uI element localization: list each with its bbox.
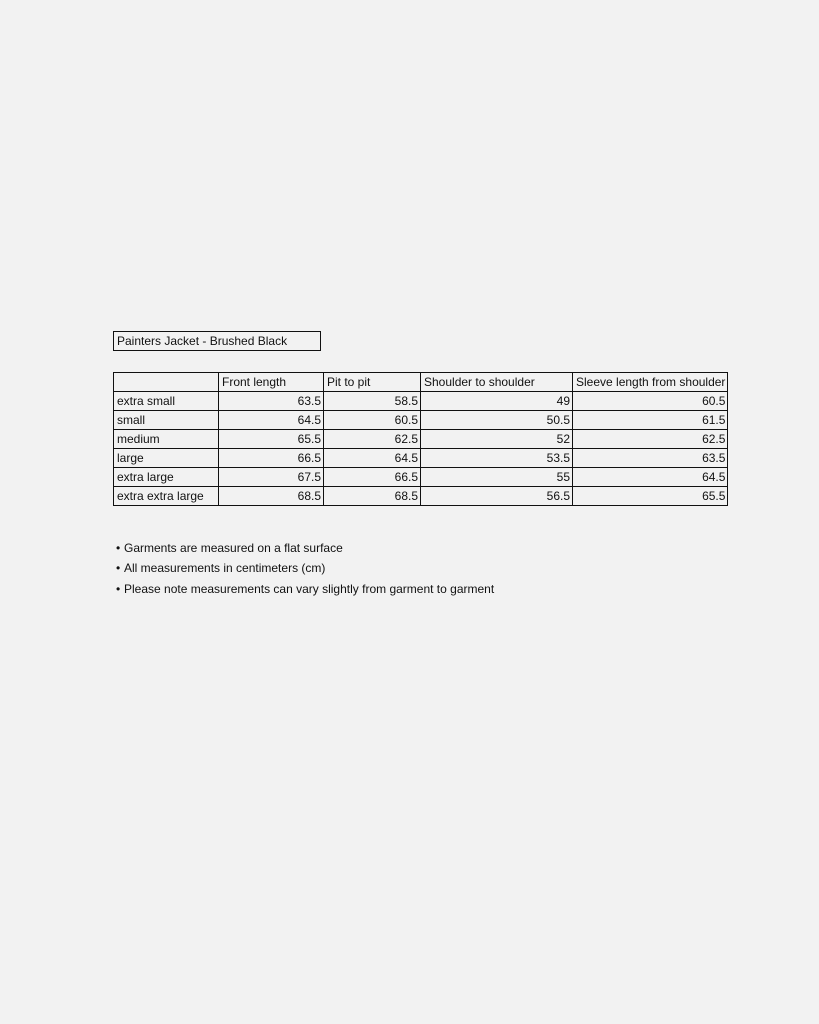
table-row xyxy=(114,449,728,468)
size-label-cell: medium xyxy=(114,430,219,449)
measurement-notes xyxy=(116,538,494,599)
header-cell-sleeve-length: Sleeve length from shoulder xyxy=(573,373,728,392)
table-header-row xyxy=(114,373,728,392)
table-row xyxy=(114,411,728,430)
note-item xyxy=(116,558,494,578)
size-label-cell: large xyxy=(114,449,219,468)
note-item xyxy=(116,538,494,558)
bullet-icon: • xyxy=(116,561,121,576)
value-cell: 60.5 xyxy=(324,411,421,430)
value-cell: 65.5 xyxy=(573,487,728,506)
value-cell: 63.5 xyxy=(219,392,324,411)
value-cell: 50.5 xyxy=(421,411,573,430)
size-label-cell: small xyxy=(114,411,219,430)
value-cell: 68.5 xyxy=(219,487,324,506)
value-cell: 68.5 xyxy=(324,487,421,506)
value-cell: 66.5 xyxy=(324,468,421,487)
header-cell-shoulder-to-shoulder: Shoulder to shoulder xyxy=(421,373,573,392)
table-row xyxy=(114,468,728,487)
value-cell: 63.5 xyxy=(573,449,728,468)
note-item xyxy=(116,579,494,599)
value-cell: 64.5 xyxy=(573,468,728,487)
value-cell: 56.5 xyxy=(421,487,573,506)
value-cell: 49 xyxy=(421,392,573,411)
table-row xyxy=(114,430,728,449)
value-cell: 66.5 xyxy=(219,449,324,468)
value-cell: 55 xyxy=(421,468,573,487)
header-cell-front-length: Front length xyxy=(219,373,324,392)
product-title: Painters Jacket - Brushed Black xyxy=(113,331,321,351)
size-chart-table xyxy=(113,372,728,506)
table-row xyxy=(114,487,728,506)
table-row xyxy=(114,392,728,411)
value-cell: 62.5 xyxy=(324,430,421,449)
header-cell-pit-to-pit: Pit to pit xyxy=(324,373,421,392)
size-label-cell: extra large xyxy=(114,468,219,487)
value-cell: 64.5 xyxy=(324,449,421,468)
value-cell: 62.5 xyxy=(573,430,728,449)
value-cell: 52 xyxy=(421,430,573,449)
value-cell: 53.5 xyxy=(421,449,573,468)
bullet-icon: • xyxy=(116,581,121,596)
size-label-cell: extra extra large xyxy=(114,487,219,506)
value-cell: 60.5 xyxy=(573,392,728,411)
value-cell: 67.5 xyxy=(219,468,324,487)
size-label-cell: extra small xyxy=(114,392,219,411)
header-cell-size xyxy=(114,373,219,392)
note-text: All measurements in centimeters (cm) xyxy=(124,561,326,576)
value-cell: 61.5 xyxy=(573,411,728,430)
value-cell: 58.5 xyxy=(324,392,421,411)
note-text: Please note measurements can vary slightly from garment to garment xyxy=(124,581,495,596)
bullet-icon: • xyxy=(116,541,121,555)
value-cell: 64.5 xyxy=(219,411,324,430)
value-cell: 65.5 xyxy=(219,430,324,449)
note-text: Garments are measured on a flat surface xyxy=(124,541,343,555)
